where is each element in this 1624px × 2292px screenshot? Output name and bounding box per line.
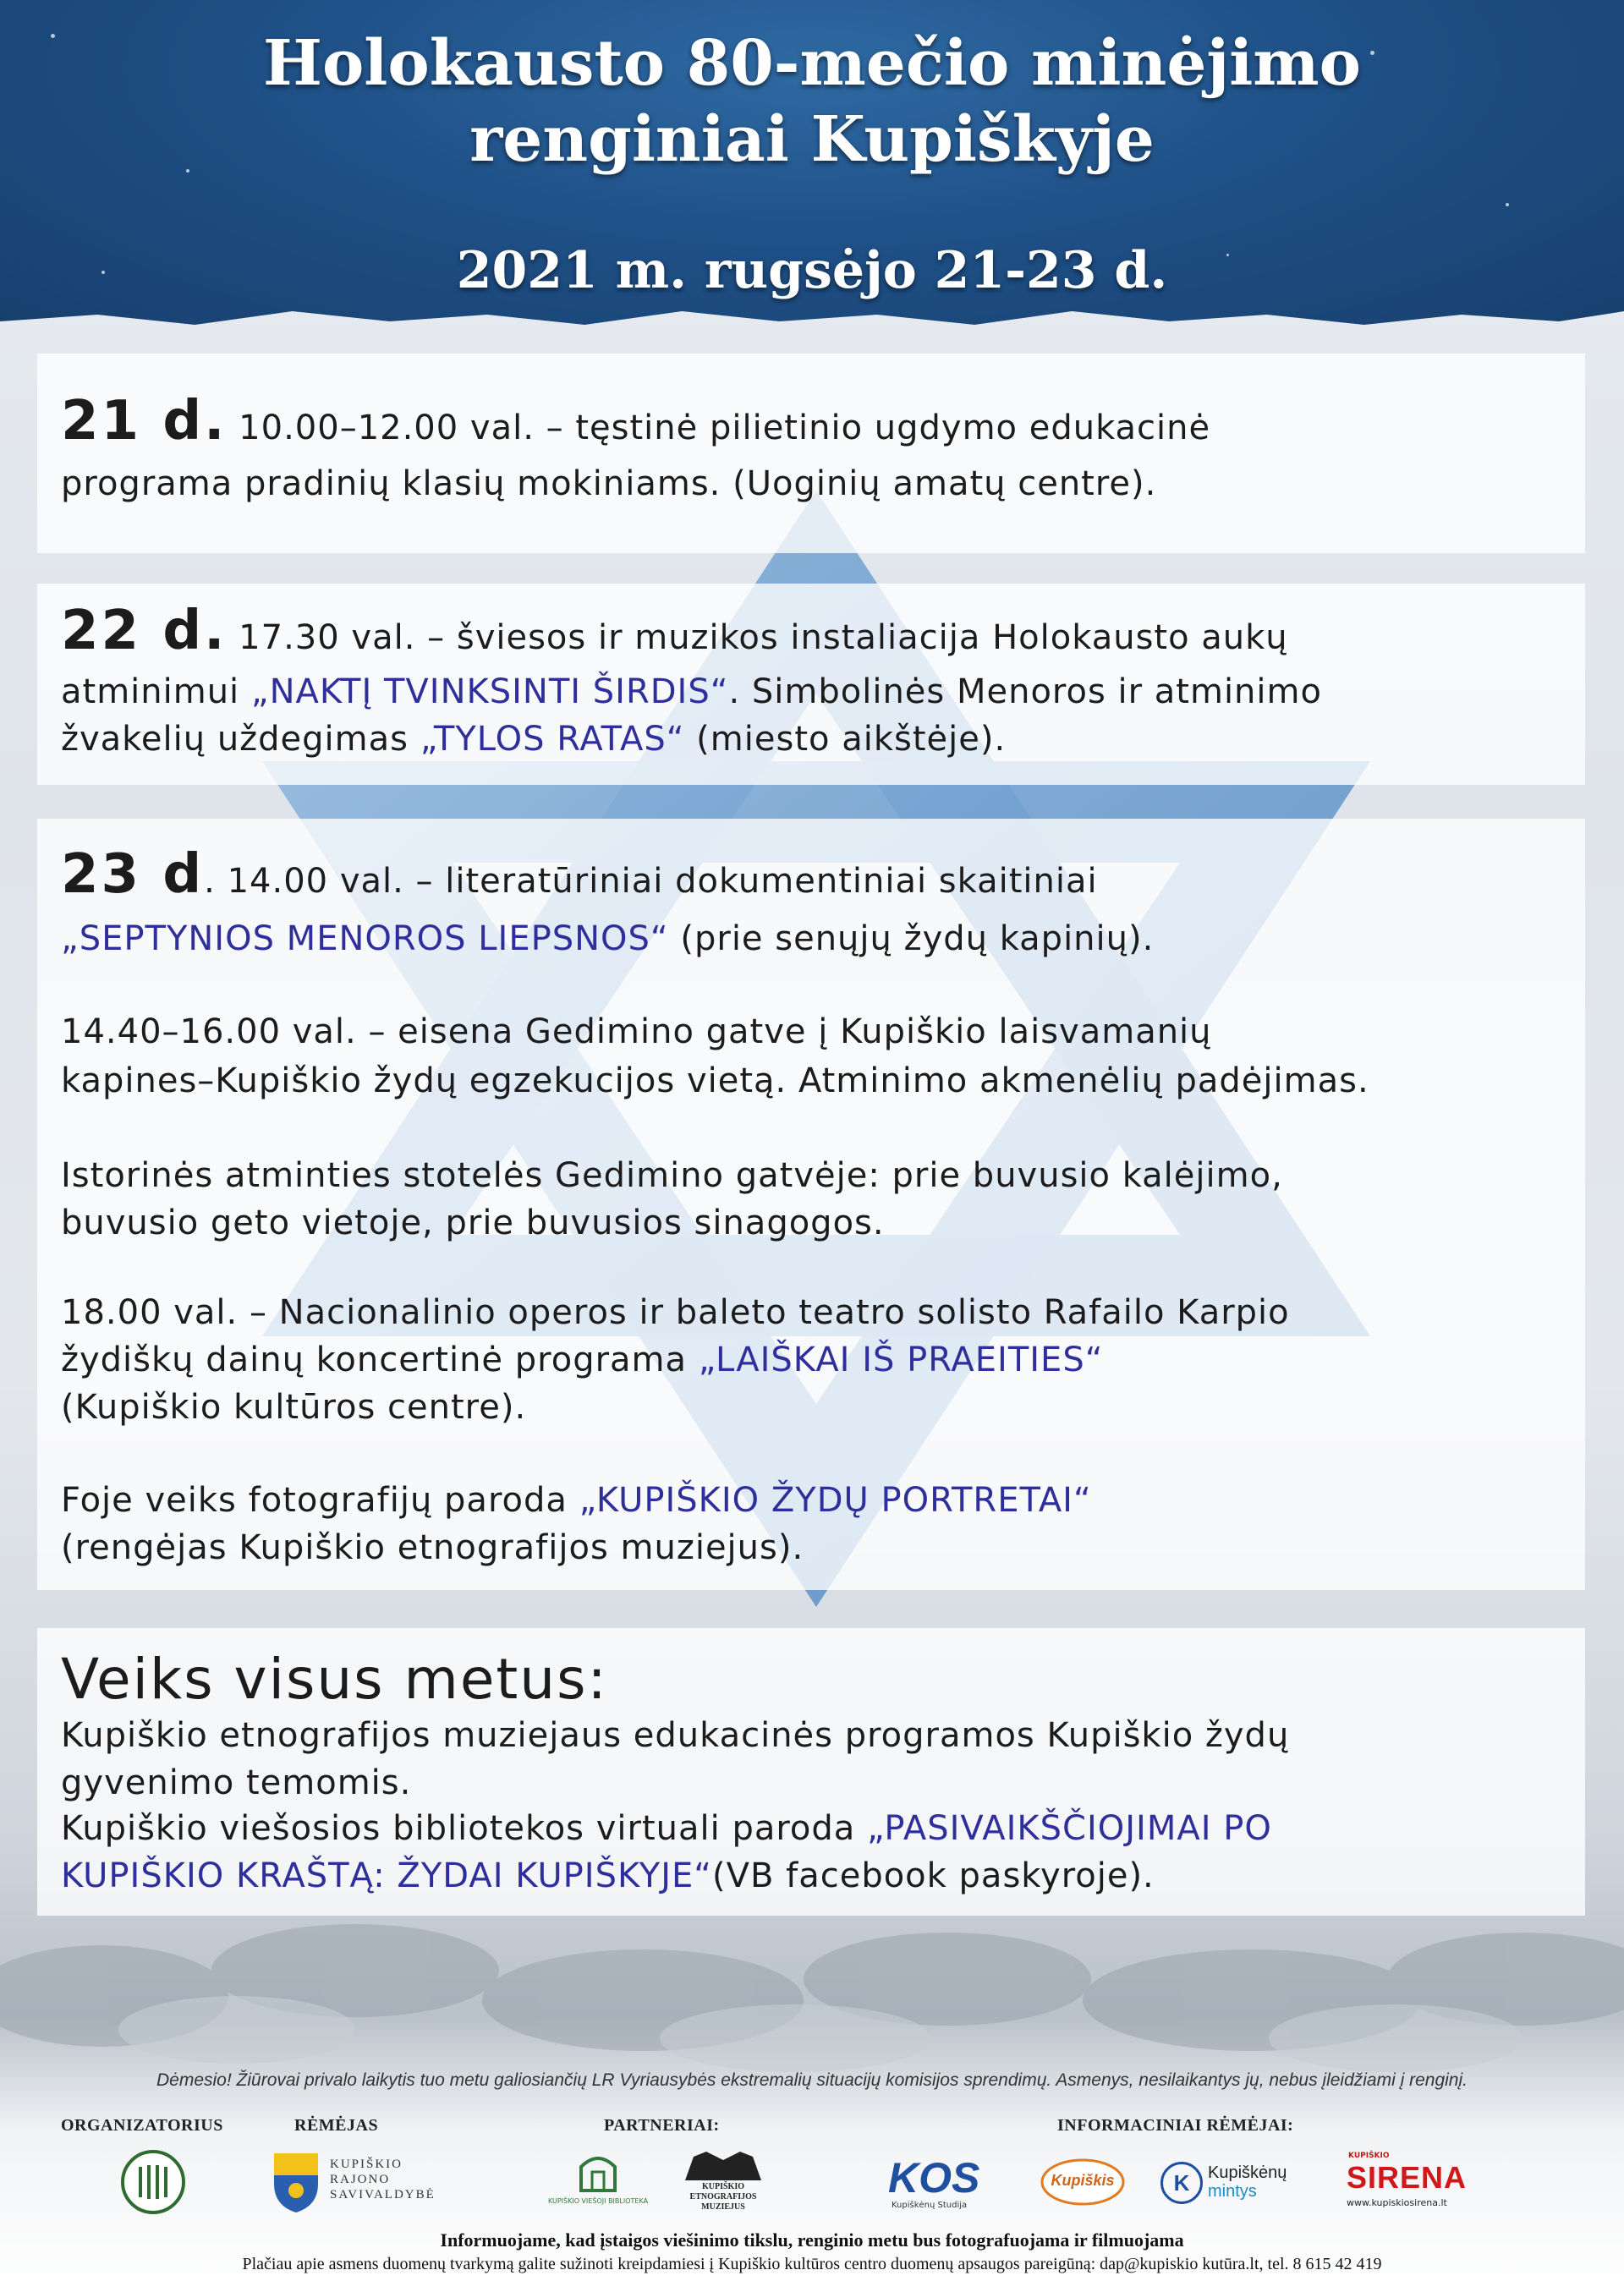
museum-logo-line3: MUZIEJUS [701,2202,745,2212]
day23-para2-line2: kapines–Kupiškio žydų egzekucijos vietą. Atminimo akmenėlių padėjimas. [61,1061,1369,1100]
day23-para5-highlight: „KUPIŠKIO ŽYDŲ PORTRETAI“ [579,1481,1092,1520]
organizer-label: ORGANIZATORIUS [61,2116,223,2135]
yearround-line3-text: Kupiškio viešosios bibliotekos virtuali paroda [61,1809,868,1848]
kupiskenu-mintys-k-icon: K [1160,2162,1203,2204]
museum-logo-line1: KUPIŠKIO [701,2182,744,2191]
day22-highlight2: „TYLOS RATAS“ [420,720,685,759]
page-title-line1: Holokausto 80-mečio minėjimo [263,27,1361,100]
library-logo [543,2148,653,2216]
yearround-line1: Kupiškio etnografijos muziejaus edukacinės programos Kupiškio žydų [61,1716,1290,1755]
day22-line1 [61,600,1575,662]
day23-para4-line2 [61,1336,1575,1384]
kupiskenu-logo-line1: Kupiškėnų [1208,2163,1287,2182]
privacy-notice: Plačiau apie asmens duomenų tvarkymą galite sužinoti kreipdamiesi į Kupiškio kultūros centro duomenų apsaugos pareigūną: dap@kupiskio kutūra.lt, tel. 8 615 42 419 [242,2255,1382,2273]
day23-highlight1: „SEPTYNIOS MENOROS LIEPSNOS“ [61,919,669,958]
yearround-line3-highlight: „PASIVAIKŠČIOJIMAI PO [867,1809,1272,1848]
yearround-line3 [61,1805,1575,1852]
day22-line2 [61,668,1575,716]
day23-para5-text: Foje veiks fotografijų paroda [61,1481,579,1520]
day23-para5-line1 [61,1477,1575,1524]
sirena-logo-url: www.kupiskiosirena.lt [1347,2197,1447,2208]
yearround-line4-text: (VB facebook paskyroje). [712,1856,1155,1895]
day23-para4-line1: 18.00 val. – Nacionalinio operos ir baleto teatro solisto Rafailo Karpio [61,1293,1290,1332]
library-logo-text: KUPIŠKIO VIEŠOJI BIBLIOTEKA [547,2197,649,2205]
sponsor-label: RĖMĖJAS [294,2116,379,2135]
partners-label: PARTNERIAI: [604,2116,720,2135]
day23-para4-highlight: „LAIŠKAI IŠ PRAEITIES“ [698,1341,1104,1379]
day22-highlight1: „NAKTĮ TVINKSINTI ŠIRDIS“ [250,672,729,711]
day22-label: 22 d. [61,600,228,662]
day23-line2 [61,915,1575,962]
municipality-logo [271,2148,436,2216]
day23-para5-line2: (rengėjas Kupiškio etnografijos muziejus). [61,1528,804,1567]
yearround-line4 [61,1852,1575,1900]
day22-text1: 17.30 val. – šviesos ir muzikos instaliacija Holokausto aukų [227,618,1288,657]
day22-text3b: (miesto aikštėje). [684,720,1007,759]
day21-text1: 10.00–12.00 val. – tęstinė pilietinio ugdymo edukacinė [227,409,1211,447]
day21-line1 [61,390,1575,452]
day21-label: 21 d. [61,390,228,452]
culture-centre-logo [115,2148,191,2216]
yearround-line2: gyvenimo temomis. [61,1763,412,1802]
day22-text2b: . Simbolinės Menoros ir atminimo [728,672,1322,711]
page-title-line2: renginiai Kupiškyje [469,103,1155,176]
day21-text2: programa pradinių klasių mokiniams. (Uoginių amatų centre). [61,464,1157,503]
day23-para2-line1: 14.40–16.00 val. – eisena Gedimino gatve į Kupiškio laisvamanių [61,1012,1212,1051]
info-sponsors-label: INFORMACINIAI RĖMĖJAI: [1057,2116,1294,2135]
municipality-logo-line3: SAVIVALDYBĖ [330,2188,436,2202]
kupiskenu-mintys-logo [1160,2148,1313,2216]
day22-line3 [61,716,1575,763]
municipality-logo-line1: KUPIŠKIO [330,2158,403,2171]
municipality-shield-icon [271,2150,321,2214]
day23-line1 [61,843,1575,906]
yearround-line4-highlight: KUPIŠKIO KRAŠTĄ: ŽYDAI KUPIŠKYJE“ [61,1856,712,1895]
kupiskis-logo-text: Kupiškis [1051,2172,1115,2189]
day23-para3-line1: Istorinės atminties stotelės Gedimino gatvėje: prie buvusio kalėjimo, [61,1156,1283,1195]
museum-logo-line2: ETNOGRAFIJOS [689,2192,757,2202]
municipality-logo-line2: RAJONO [330,2173,391,2186]
kos-logo-text: KOS [888,2154,980,2202]
day23-label: 23 d [61,843,205,906]
day23-text2b: (prie senųjų žydų kapinių). [668,919,1155,958]
museum-building-icon [681,2148,765,2182]
kupiskis-logo [1039,2148,1127,2216]
day23-para4-text: žydiškų dainų koncertinė programa [61,1341,699,1379]
museum-logo [677,2148,770,2219]
restrictions-notice: Dėmesio! Žiūrovai privalo laikytis tuo metu galiosiančių LR Vyriausybės ekstremalių situacijų komisijos sprendimų. Asmenys, nesilaikantys jų, nebus įleidžiami į renginį. [156,2070,1468,2090]
kos-studio-logo [888,2148,1015,2216]
sirena-logo-text: SIRENA [1347,2160,1468,2195]
day21-panel [37,354,1585,553]
sirena-logo [1347,2148,1516,2216]
library-building-icon [577,2148,619,2192]
day22-text2a: atminimui [61,672,251,711]
sirena-logo-top: KUPIŠKIO [1348,2152,1390,2160]
day23-para3-line2: buvusio geto vietoje, prie buvusios sinagogos. [61,1204,885,1242]
kos-logo-sub: Kupiškėnų Studija [892,2201,968,2210]
photo-notice: Informuojame, kad įstaigos viešinimo tikslu, renginio metu bus fotografuojama ir filmuojama [440,2229,1184,2251]
event-dates: 2021 m. rugsėjo 21-23 d. [456,241,1168,300]
day23-para4-line3: (Kupiškio kultūros centre). [61,1388,527,1427]
rocks-decoration [0,1920,1624,2072]
day23-text1: . 14.00 val. – literatūriniai dokumentiniai skaitiniai [204,862,1098,901]
yearround-heading: Veiks visus metus: [61,1647,608,1712]
day22-text3a: žvakelių uždegimas [61,720,420,759]
kupiskenu-logo-line2: mintys [1208,2182,1257,2201]
